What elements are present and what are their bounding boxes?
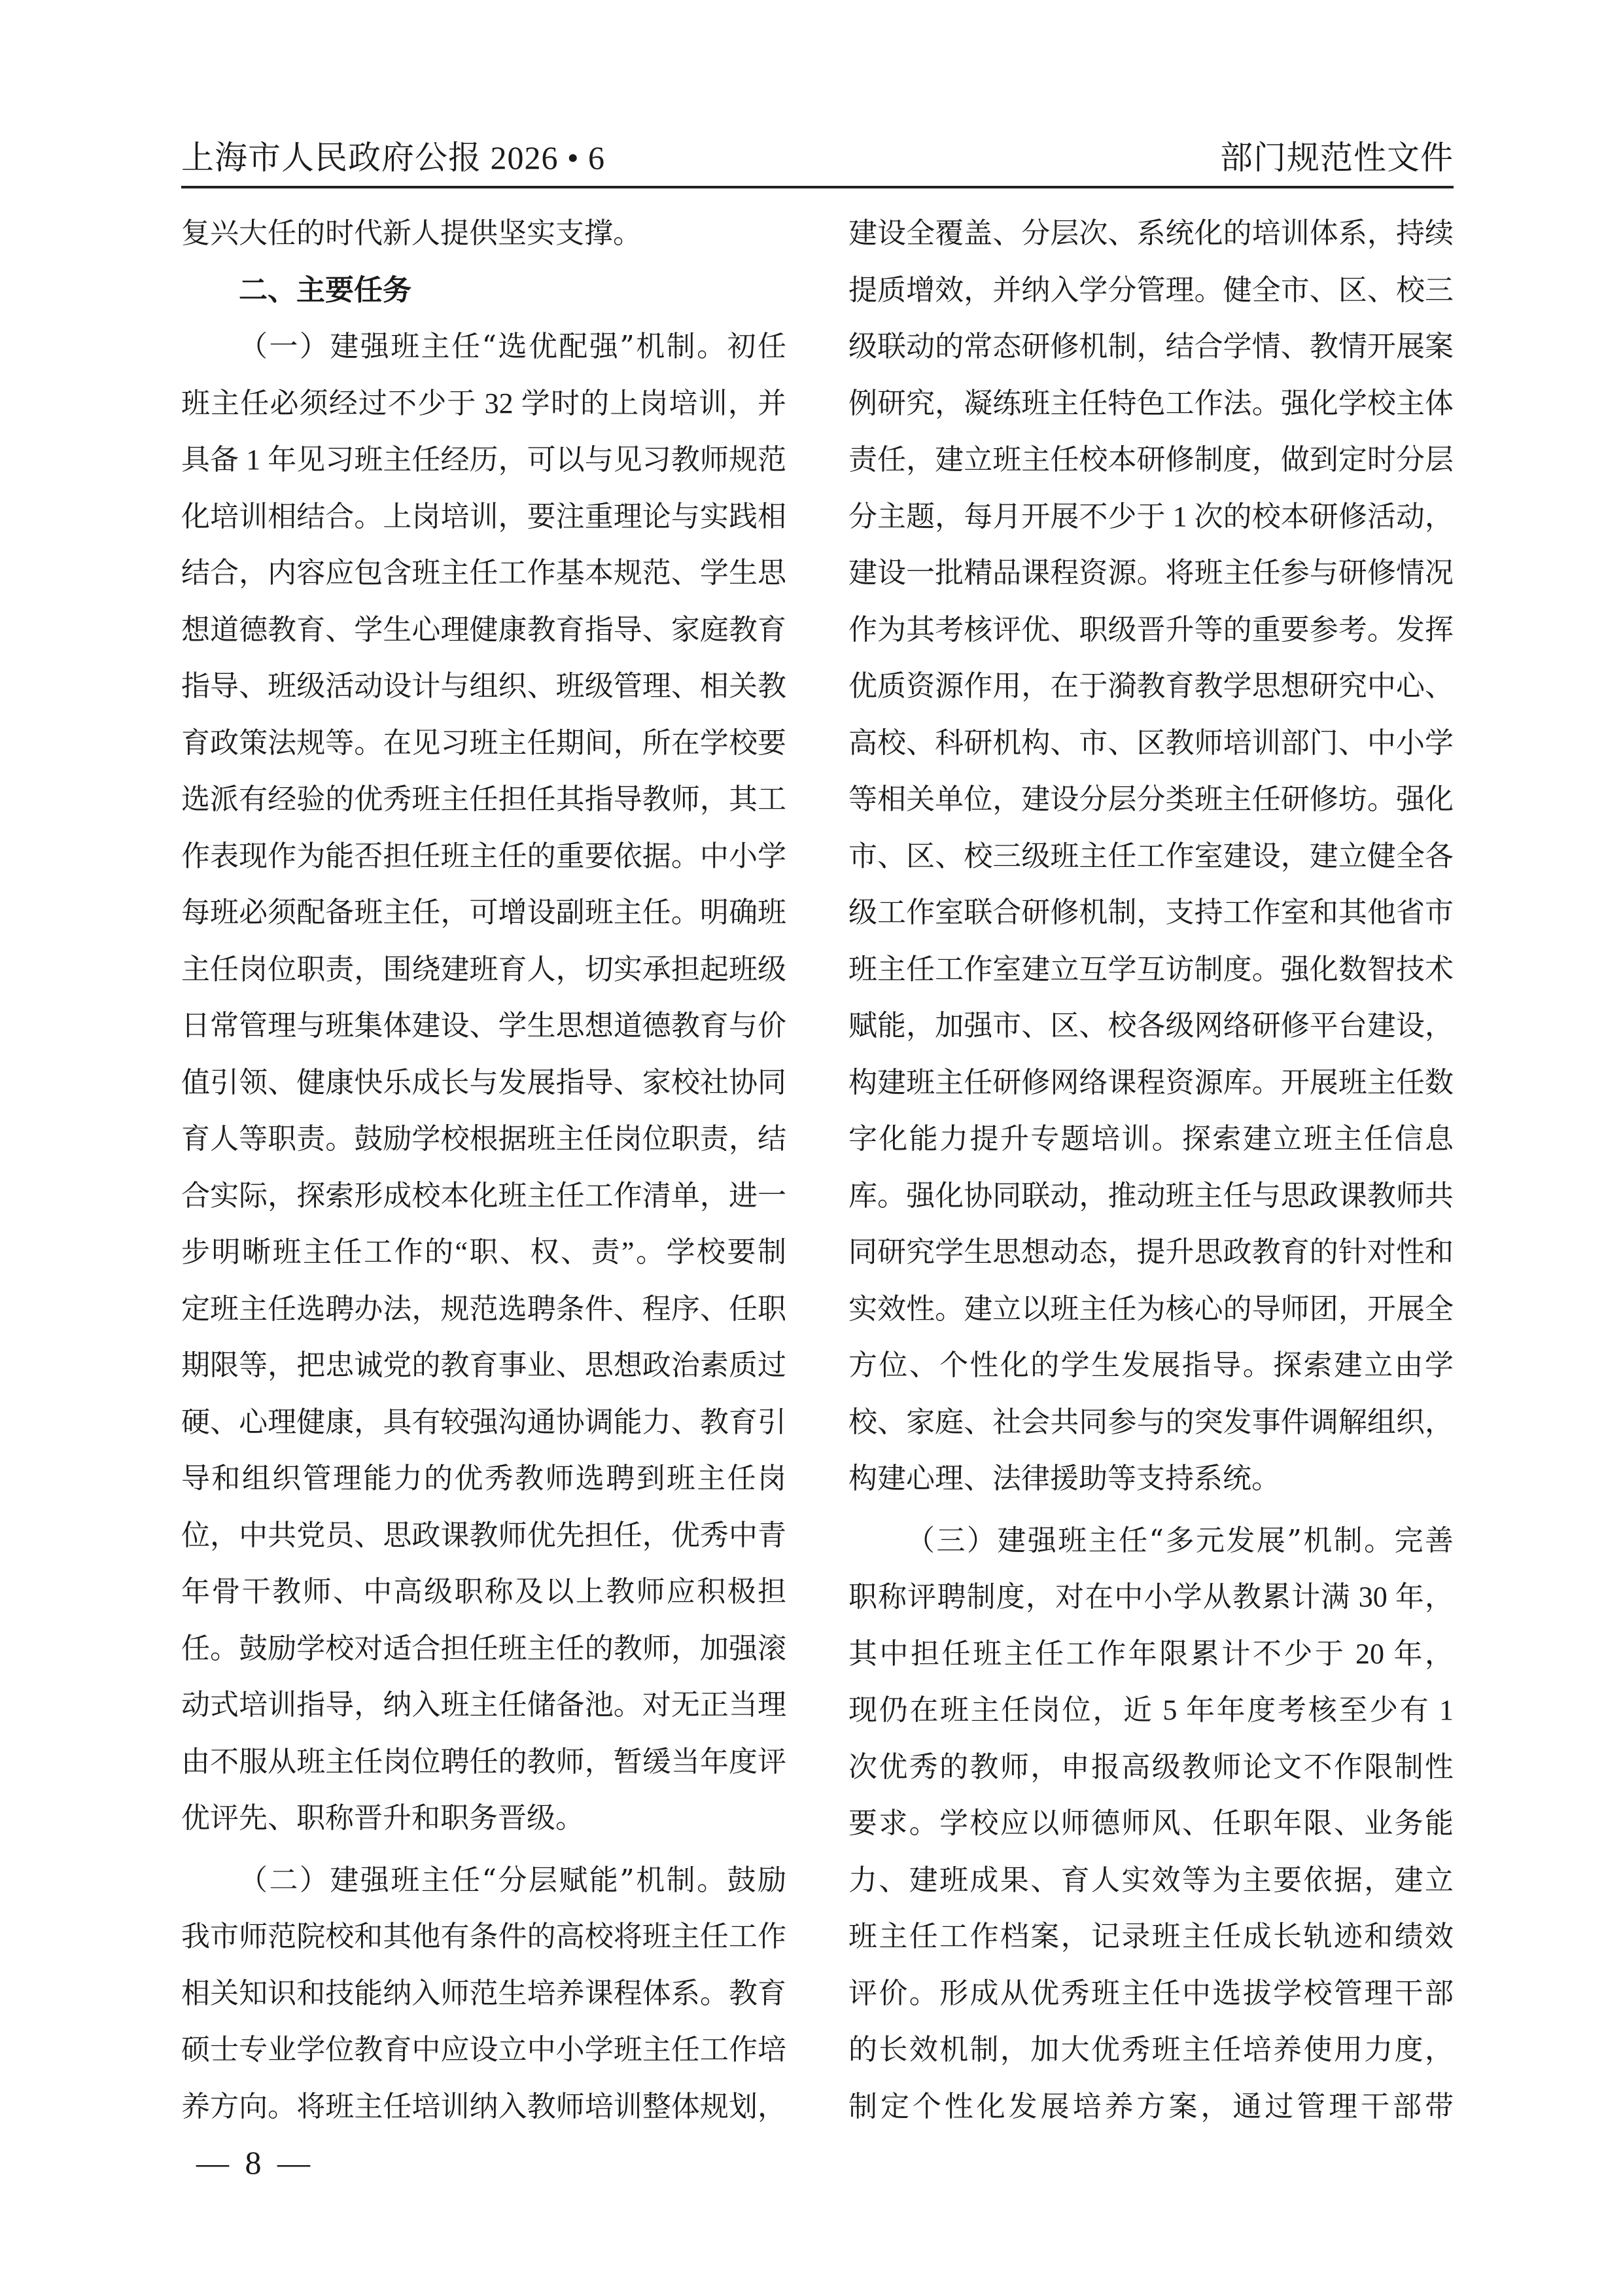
text-line: 级工作室联合研修机制，支持工作室和其他省市 xyxy=(848,896,1454,928)
text-line: 任。鼓励学校对适合担任班主任的教师，加强滚 xyxy=(181,1632,786,1665)
text-line: 硬、心理健康，具有较强沟通协调能力、教育引 xyxy=(181,1405,786,1438)
text-line: 构建班主任研修网络课程资源库。开展班主任数 xyxy=(848,1066,1454,1099)
text-line: 职称评聘制度，对在中小学从教累计满 30 年， xyxy=(848,1581,1454,1613)
text-line: 养方向。将班主任培训纳入教师培训整体规划， xyxy=(181,2090,786,2123)
text-line: 复兴大任的时代新人提供坚实支撑。 xyxy=(181,217,642,249)
text-column-left xyxy=(181,205,786,2135)
text-line: 建设一批精品课程资源。将班主任参与研修情况 xyxy=(848,557,1454,589)
text-line: 值引领、健康快乐成长与发展指导、家校社协同 xyxy=(181,1066,786,1099)
text-line: 例研究，凝练班主任特色工作法。强化学校主体 xyxy=(848,387,1454,419)
text-line: 班主任必须经过不少于 32 学时的上岗培训，并 xyxy=(181,387,786,419)
text-line: 实效性。建立以班主任为核心的导师团，开展全 xyxy=(848,1292,1454,1325)
text-line: 构建心理、法律援助等支持系统。 xyxy=(848,1462,1280,1494)
text-line: 主任岗位职责，围绕建班育人，切实承担起班级 xyxy=(181,953,786,985)
text-line: 作表现作为能否担任班主任的重要依据。中小学 xyxy=(181,839,786,872)
text-line: 年骨干教师、中高级职称及以上教师应积极担 xyxy=(181,1576,786,1608)
text-line: 的长效机制，加大优秀班主任培养使用力度， xyxy=(848,2034,1454,2066)
text-line: 市、区、校三级班主任工作室建设，建立健全各 xyxy=(848,839,1454,872)
journal-title: 上海市人民政府公报 2026 • 6 xyxy=(181,139,606,176)
paragraph-text: 完善 xyxy=(1394,1524,1454,1557)
text-line: 方位、个性化的学生发展指导。探索建立由学 xyxy=(848,1349,1454,1381)
paragraph-text: 初任 xyxy=(727,330,786,362)
text-line: 制定个性化发展培养方案，通过管理干部带 xyxy=(848,2090,1454,2123)
text-line: 日常管理与班集体建设、学生思想道德教育与价 xyxy=(181,1010,786,1042)
page-number: — 8 — xyxy=(196,2144,314,2181)
text-line: 班主任工作档案，记录班主任成长轨迹和绩效 xyxy=(848,1920,1454,1952)
text-line: 赋能，加强市、区、校各级网络研修平台建设， xyxy=(848,1010,1454,1042)
text-line: 硕士专业学位教育中应设立中小学班主任工作培 xyxy=(181,2034,786,2066)
text-line: 高校、科研机构、市、区教师培训部门、中小学 xyxy=(848,726,1454,759)
text-line: 提质增效，并纳入学分管理。健全市、区、校三 xyxy=(848,274,1454,306)
text-line: 力、建班成果、育人实效等为主要依据，建立 xyxy=(848,1863,1454,1896)
text-line: 分主题，每月开展不少于 1 次的校本研修活动， xyxy=(848,500,1454,533)
text-line: 责任，建立班主任校本研修制度，做到定时分层 xyxy=(848,444,1454,476)
text-line: 化培训相结合。上岗培训，要注重理论与实践相 xyxy=(181,500,786,533)
text-line: 现仍在班主任岗位，近 5 年年度考核至少有 1 xyxy=(848,1694,1454,1726)
text-line: 位，中共党员、思政课教师优先担任，优秀中青 xyxy=(181,1519,786,1551)
text-line: 相关知识和技能纳入师范生培养课程体系。教育 xyxy=(181,1977,786,2009)
text-line: 选派有经验的优秀班主任担任其指导教师，其工 xyxy=(181,783,786,815)
text-line: 定班主任选聘办法，规范选聘条件、程序、任职 xyxy=(181,1292,786,1325)
header-divider xyxy=(181,186,1454,188)
text-line: 步明晰班主任工作的“职、权、责”。学校要制 xyxy=(181,1236,786,1268)
text-line: 每班必须配备班主任，可增设副班主任。明确班 xyxy=(181,896,786,928)
text-line: 结合，内容应包含班主任工作基本规范、学生思 xyxy=(181,557,786,589)
text-line: 等相关单位，建设分层分类班主任研修坊。强化 xyxy=(848,783,1454,815)
subsection-heading: （二）建强班主任“分层赋能”机制。 xyxy=(239,1863,727,1897)
text-line: 由不服从班主任岗位聘任的教师，暂缓当年度评 xyxy=(181,1745,786,1778)
section-heading: 二、主要任务 xyxy=(239,274,411,306)
text-line: 其中担任班主任工作年限累计不少于 20 年， xyxy=(848,1637,1454,1670)
text-line: 班主任工作室建立互学互访制度。强化数智技术 xyxy=(848,953,1454,985)
text-line: 育人等职责。鼓励学校根据班主任岗位职责，结 xyxy=(181,1123,786,1155)
text-line: 优质资源作用，在于漪教育教学思想研究中心、 xyxy=(848,670,1454,702)
section-title: 部门规范性文件 xyxy=(1220,139,1454,176)
text-line: 要求。学校应以师德师风、任职年限、业务能 xyxy=(848,1807,1454,1839)
text-line: 作为其考核评优、职级晋升等的重要参考。发挥 xyxy=(848,613,1454,646)
text-line: 同研究学生思想动态，提升思政教育的针对性和 xyxy=(848,1236,1454,1268)
text-line: 动式培训指导，纳入班主任储备池。对无正当理 xyxy=(181,1689,786,1721)
text-line: 指导、班级活动设计与组织、班级管理、相关教 xyxy=(181,670,786,702)
text-line xyxy=(848,1513,1454,1570)
text-line: 评价。形成从优秀班主任中选拔学校管理干部 xyxy=(848,1977,1454,2009)
text-column-right xyxy=(848,205,1454,2135)
subsection-heading: （一）建强班主任“选优配强”机制。 xyxy=(239,330,727,363)
text-line xyxy=(181,1852,786,1909)
text-line: 级联动的常态研修机制，结合学情、教情开展案 xyxy=(848,330,1454,362)
text-line: 建设全覆盖、分层次、系统化的培训体系，持续 xyxy=(848,217,1454,249)
text-line: 想道德教育、学生心理健康教育指导、家庭教育 xyxy=(181,613,786,646)
text-line: 合实际，探索形成校本化班主任工作清单，进一 xyxy=(181,1179,786,1212)
text-line: 字化能力提升专题培训。探索建立班主任信息 xyxy=(848,1123,1454,1155)
text-line xyxy=(181,319,786,376)
paragraph-text: 鼓励 xyxy=(727,1863,786,1896)
text-line: 次优秀的教师，申报高级教师论文不作限制性 xyxy=(848,1750,1454,1783)
text-line: 库。强化协同联动，推动班主任与思政课教师共 xyxy=(848,1179,1454,1212)
subsection-heading: （三）建强班主任“多元发展”机制。 xyxy=(906,1523,1395,1557)
text-line: 期限等，把忠诚党的教育事业、思想政治素质过 xyxy=(181,1349,786,1381)
text-line: 优评先、职称晋升和职务晋级。 xyxy=(181,1802,584,1834)
text-line: 导和组织管理能力的优秀教师选聘到班主任岗 xyxy=(181,1462,786,1494)
text-line: 具备 1 年见习班主任经历，可以与见习教师规范 xyxy=(181,444,786,476)
text-line: 育政策法规等。在见习班主任期间，所在学校要 xyxy=(181,726,786,759)
text-line: 校、家庭、社会共同参与的突发事件调解组织， xyxy=(848,1405,1454,1438)
text-line: 我市师范院校和其他有条件的高校将班主任工作 xyxy=(181,1920,786,1952)
